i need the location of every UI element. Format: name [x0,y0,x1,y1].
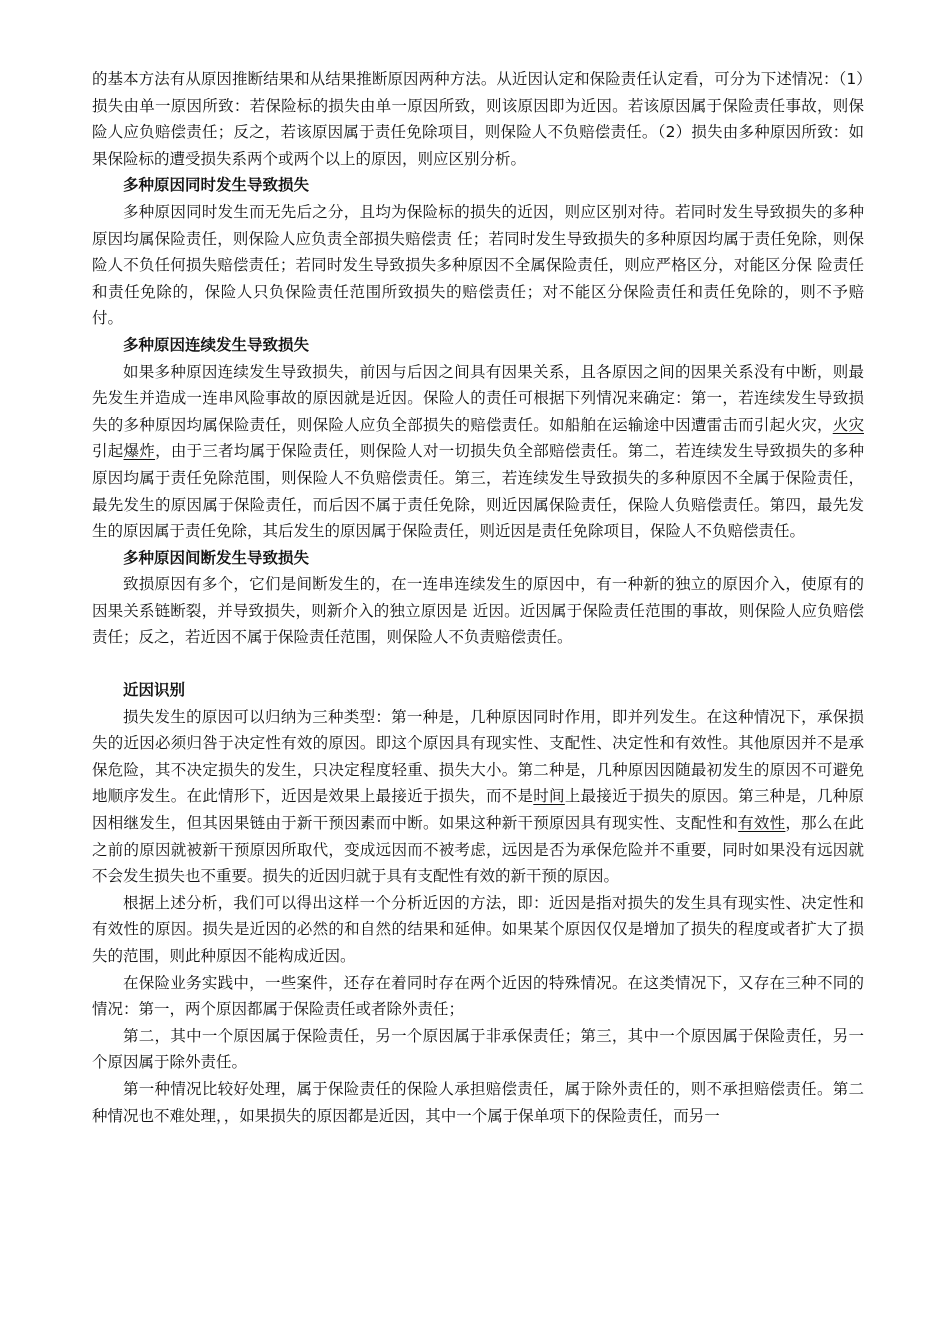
underlined-term-fire: 火灾 [832,415,864,434]
paragraph-analysis-method: 根据上述分析，我们可以得出这样一个分析近因的方法，即：近因是指对损失的发生具有现实性、决定性和有效性的原因。损失是近因的必然的和自然的结果和延伸。如果某个原因仅仅是增加了损失的程度或者扩大了损失的范围，则此种原因不能构成近因。 [92,893,864,965]
paragraph-second-third-cases: 第二，其中一个原因属于保险责任，另一个原因属于非承保责任；第三，其中一个原因属于保险责任，另一个原因属于除外责任。 [92,1026,864,1072]
paragraph-cause-types [92,704,864,890]
paragraph-first-case-handling: 第一种情况比较好处理，属于保险责任的保险人承担赔偿责任，属于除外责任的，则不承担赔偿责任。第二种情况也不难处理，，如果损失的原因都是近因，其中一个属于保单项下的保险责任，而另一 [92,1079,864,1125]
spacer [92,651,864,677]
text-run: 上最接近于损失的原因。第三种是，几种原因相继发生，但其因果链由于新干预因素而中断。如果这种新干预原因具有现实性、支配性和 [92,787,864,833]
text-run: 损失发生的原因可以归纳为三种类型：第一种是，几种原因同时作用，即并列发生。在这种情况下，承保损失的近因必须归咎于决定性有效的原因。即这个原因具有现实性、支配性、决定性和有效性。其他原因并不是承保危险，其不决定损失的发生，只决定程度轻重、损失大小。第二种是，几种原因因随最初发生的原因不可避免地顺序发生。在此情形下，近因是效果上最接近于损失，而不是 [92,707,864,806]
text-run: 引起 [92,442,124,461]
document-page [92,66,864,1129]
paragraph-consecutive-causes [92,359,864,545]
text-run: 如果多种原因连续发生导致损失，前因与后因之间具有因果关系，且各原因之间的因果关系没有中断，则最先发生并造成一连串风险事故的原因就是近因。保险人的责任可根据下列情况来确定：第一，若连续发生导致损失的多种原因均属保险责任，则保险人应负全部损失的赔偿责任。如船舶在运输途中因遭雷击而引起火灾， [92,362,864,434]
text-run: ，由于三者均属于保险责任，则保险人对一切损失负全部赔偿责任。第二，若连续发生导致损失的多种原因均属于责任免除范围，则保险人不负赔偿责任。第三，若连续发生导致损失的多种原因不全属于保险责任，最先发生的原因属于保险责任，而后因不属于责任免除，则近因属保险责任，保险人负赔偿责任。第四，最先发生的原因属于责任免除，其后发生的原因属于保险责任，则近因是责任免除项目，保险人不负赔偿责任。 [92,442,864,541]
paragraph-simultaneous-causes: 多种原因同时发生而无先后之分，且均为保险标的损失的近因，则应区别对待。若同时发生导致损失的多种原因均属保险责任，则保险人应负责全部损失赔偿责 任；若同时发生导致损失的多种原因均属于责任免除，则保险人不负任何损失赔偿责任；若同时发生导致损失多种原因不全属保险责任，则应严格区分，对能区分保 险责任和责任免除的，保险人只负保险责任范围所致损失的赔偿责任；对不能区分保险责任和责任免除的，则不予赔付。 [92,202,864,328]
heading-consecutive-causes: 多种原因连续发生导致损失 [123,335,310,354]
heading-proximate-cause-identification: 近因识别 [123,681,186,700]
text-run: ，那么在此之前的原因就被新干预原因所取代，变成远因而不被考虑，远因是否为承保危险并不重要，同时如果没有远因就不会发生损失也不重要。损失的近因归就于具有支配性有效的新干预的原因。 [92,814,864,886]
underlined-term-explosion: 爆炸 [123,442,156,461]
underlined-term-time: 时间 [533,787,565,806]
heading-interrupted-causes: 多种原因间断发生导致损失 [123,548,310,567]
paragraph-interrupted-causes: 致损原因有多个，它们是间断发生的，在一连串连续发生的原因中，有一种新的独立的原因介入，使原有的因果关系链断裂，并导致损失，则新介入的独立原因是 近因。近因属于保险责任范围的事故，则保险人应负赔偿责任；反之，若近因不属于保险责任范围，则保险人不负责赔偿责任。 [92,575,864,647]
paragraph-two-proximate-causes: 在保险业务实践中，一些案件，还存在着同时存在两个近因的特殊情况。在这类情况下，又存在三种不同的情况：第一，两个原因都属于保险责任或者除外责任； [92,973,864,1019]
heading-simultaneous-causes: 多种原因同时发生导致损失 [123,176,310,195]
underlined-term-effectiveness: 有效性 [738,814,786,833]
paragraph-intro: 的基本方法有从原因推断结果和从结果推断原因两种方法。从近因认定和保险责任认定看，可分为下述情况：（1）损失由单一原因所致：若保险标的损失由单一原因所致，则该原因即为近因。若该原因属于保险责任事故，则保险人应负赔偿责任；反之，若该原因属于责任免除项目，则保险人不负赔偿责任。（2）损失由多种原因所致：如果保险标的遭受损失系两个或两个以上的原因，则应区别分析。 [92,70,864,168]
